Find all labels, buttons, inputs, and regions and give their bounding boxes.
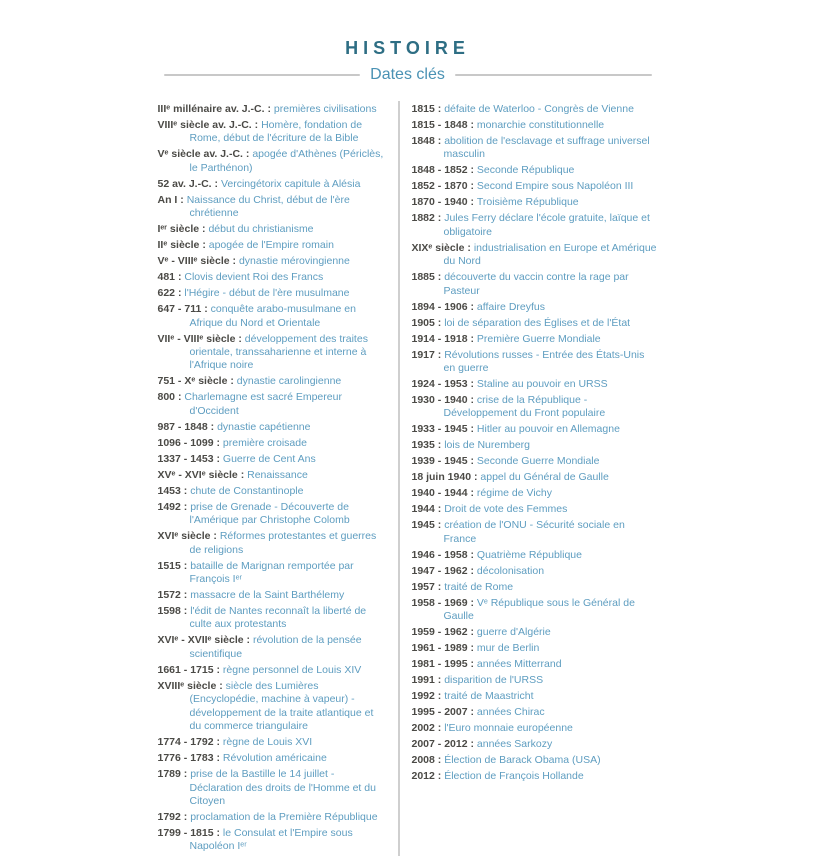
entry-separator: : [467,455,477,468]
entry-date: 1959 - 1962 [411,626,468,639]
timeline-entry [158,469,388,482]
entry-description: l'édit de Nantes reconnaît la liberté de culte aux protestants [189,605,367,631]
entry-description: Staline au pouvoir en URSS [476,378,608,391]
entry-description: première croisade [222,436,307,449]
entry-separator: : [434,722,445,735]
entry-description: Jules Ferry déclare l'école gratuite, laïque et obligatoire [443,212,650,238]
entry-description: Droit de vote des Femmes [444,503,568,516]
entry-date: 1848 [411,135,435,147]
right-rule [455,74,652,76]
timeline-entry [158,178,388,191]
timeline-entry [412,642,658,655]
entry-separator: : [467,658,477,671]
timeline-entry [158,271,388,284]
entry-date: 2012 [411,770,435,783]
entry-separator: : [229,255,239,268]
entry-date: 52 av. J.-C. [157,177,212,190]
entry-description: développement des traites orientale, transsaharienne et interne à l'Afrique noire [189,332,368,372]
entry-description: proclamation de la Première République [190,810,378,823]
entry-separator: : [180,810,191,823]
entry-description: l'Euro monnaie européenne [444,722,573,735]
timeline-entry [412,301,658,314]
entry-date: 1961 - 1989 [411,642,468,655]
entry-date: XVIIIᵉ siècle [157,679,217,692]
entry-description: dynastie mérovingienne [238,255,350,268]
entry-date: 1815 [411,103,435,115]
entry-date: 1992 [411,690,435,703]
entry-description: abolition de l'esclavage et suffrage universel masculin [443,135,650,161]
entry-date: 1852 - 1870 [411,180,468,193]
entry-description: Élection de François Hollande [444,770,584,783]
entry-separator: : [467,564,477,577]
entry-date: 18 juin 1940 [411,471,472,484]
entry-date: 751 - Xᵉ siècle [157,375,228,388]
entry-description: guerre d'Algérie [476,626,551,639]
entry-separator: : [434,348,445,361]
entry-description: bataille de Marignan remportée par François Iᵉʳ [189,559,354,586]
entry-separator: : [180,559,191,572]
entry-description: Première Guerre Mondiale [476,332,601,345]
timeline-entry [412,549,658,562]
entry-description: chute de Constantinople [190,484,304,497]
timeline-entry [158,375,388,388]
entry-separator: : [434,316,445,329]
entry-separator: : [180,589,191,602]
entry-date: 1930 - 1940 [411,394,468,407]
timeline-entry [158,453,388,466]
entry-separator: : [467,164,477,177]
entry-separator: : [180,768,191,781]
entry-separator: : [467,642,477,655]
entry-separator: : [177,193,187,206]
entry-description: lois de Nuremberg [444,439,530,452]
entry-separator: : [201,303,211,316]
timeline-entry [412,597,658,624]
entry-description: traité de Rome [444,580,514,593]
entry-description: disparition de l'URSS [444,674,544,687]
left-rule [164,74,361,76]
entry-description: appel du Général de Gaulle [480,471,609,484]
entry-description: dynastie capétienne [217,420,311,433]
timeline-entry [412,271,658,298]
entry-separator: : [213,436,223,449]
entry-description: décolonisation [476,564,545,577]
entry-description: régime de Vichy [476,487,553,500]
entry-description: début du christianisme [208,223,314,236]
timeline-entry [158,287,388,300]
entry-date: XIXᵉ siècle [411,241,465,254]
timeline-entry [158,680,388,734]
timeline-entry [158,333,388,373]
entry-description: création de l'ONU - Sécurité sociale en France [443,519,625,545]
entry-description: monarchie constitutionnelle [476,119,605,131]
entry-separator: : [235,332,245,345]
entry-description: crise de la République - Développement du Front populaire [443,394,606,420]
entry-date: 1939 - 1945 [411,455,468,468]
entry-separator: : [213,826,223,839]
entry-separator: : [467,196,477,209]
subtitle-row [164,66,652,84]
entry-description: Charlemagne est sacré Empereur d'Occident [184,391,342,417]
entry-description: traité de Maastricht [444,690,534,703]
entry-separator: : [216,679,226,692]
timeline-entry [158,530,388,557]
timeline-entry [158,119,388,146]
timeline-entry [158,194,388,221]
entry-date: 1492 [157,500,181,513]
entry-date: 1572 [157,589,181,602]
timeline-entry [412,674,658,687]
entry-separator: : [434,770,445,783]
entry-separator: : [213,452,223,465]
entry-date: VIIᵉ - VIIIᵉ siècle [157,332,236,345]
entry-date: 481 [157,271,176,284]
timeline-entry [158,421,388,434]
document-page [0,38,815,853]
entry-description: Naissance du Christ, début de l'ère chrétienne [186,193,350,220]
timeline-entry [412,503,658,516]
entry-description: affaire Dreyfus [476,300,545,313]
entry-separator: : [264,103,274,115]
entry-date: Iᵉʳ siècle [157,223,200,236]
entry-description: Révolutions russes - Entrée des États-Unis en guerre [443,348,645,375]
entry-description: révolution de la pensée scientifique [189,634,362,660]
entry-separator: : [434,212,445,225]
timeline-entry [412,119,658,132]
entry-separator: : [237,468,248,481]
entry-separator: : [467,548,477,561]
timeline-entry [412,180,658,193]
entry-separator: : [464,241,474,254]
entry-separator: : [434,439,445,452]
entry-date: 1940 - 1944 [411,487,468,500]
timeline-entry [412,487,658,500]
entry-separator: : [199,239,209,252]
entry-separator: : [434,503,445,516]
entry-separator: : [434,754,445,767]
timeline-entry [158,103,388,116]
timeline-entry [412,164,658,177]
timeline-entry [158,303,388,330]
timeline-entry [412,770,658,783]
entry-description: Vᵉ République sous le Général de Gaulle [443,596,635,623]
timeline-entry [412,754,658,767]
entry-description: siècle des Lumières (Encyclopédie, machine à vapeur) - développement de la traite atlantique et du commerce triangulaire [189,679,374,733]
entry-separator: : [175,391,185,404]
timeline-entry [158,485,388,498]
entry-description: l'Hégire - début de l'ère musulmane [184,287,350,300]
entry-separator: : [467,423,477,436]
entry-separator: : [467,300,477,313]
timeline-entry [412,212,658,239]
entry-description: prise de Grenade - Découverte de l'Amérique par Christophe Colomb [189,500,350,527]
entry-description: apogée d'Athènes (Périclès, le Parthénon) [189,148,384,174]
timeline-entry [412,333,658,346]
entry-date: 1096 - 1099 [157,436,214,449]
entry-description: Hitler au pouvoir en Allemagne [476,423,620,436]
timeline-entry [412,317,658,330]
entry-separator: : [434,271,445,284]
entry-separator: : [434,690,445,703]
entry-separator: : [227,375,237,388]
entry-date: 1515 [157,559,181,572]
entry-date: 1337 - 1453 [157,452,214,465]
timeline-entry [412,394,658,421]
entry-description: Homère, fondation de Rome, début de l'écriture de la Bible [189,119,363,145]
entry-separator: : [467,706,477,719]
entry-date: 1958 - 1969 [411,596,468,609]
entry-date: XVᵉ - XVIᵉ siècle [157,468,238,481]
entry-date: 647 - 711 [157,303,202,316]
entry-separator: : [434,519,445,532]
entry-separator: : [434,674,445,687]
entry-date: An I [157,193,178,206]
entry-description: loi de séparation des Églises et de l'État [444,316,631,329]
entry-date: 2002 [411,722,435,735]
column-left [158,101,398,856]
entry-date: 1885 [411,271,435,284]
entry-separator: : [434,580,445,593]
entry-description: Troisième République [476,196,579,209]
entry-separator: : [467,626,477,639]
entry-description: industrialisation en Europe et Amérique du Nord [443,241,657,268]
entry-date: 2007 - 2012 [411,738,468,751]
entry-date: 1991 [411,674,435,687]
timeline-entry [158,634,388,661]
entry-date: XVIᵉ - XVIIᵉ siècle [157,634,244,647]
entry-separator: : [213,752,223,765]
entry-separator: : [467,180,477,193]
timeline-entry [412,196,658,209]
entry-description: années Mitterrand [476,658,562,671]
entry-date: 1789 [157,768,181,781]
entry-date: VIIIᵉ siècle av. J.-C. [157,119,252,131]
entry-separator: : [467,332,477,345]
timeline-entry [412,658,658,671]
timeline-entry [412,581,658,594]
entry-date: 1945 [411,519,435,532]
timeline-entry [412,565,658,578]
entry-separator: : [180,605,191,618]
entry-separator: : [434,135,445,147]
entry-date: 987 - 1848 [157,420,208,433]
entry-description: Vercingétorix capitule à Alésia [220,177,361,190]
entry-date: 1894 - 1906 [411,300,468,313]
entry-date: XVIᵉ siècle [157,530,211,543]
entry-description: Guerre de Cent Ans [222,452,316,465]
entry-description: Seconde République [476,164,575,177]
entry-date: 800 [157,391,176,404]
entry-date: 1946 - 1958 [411,548,468,561]
entry-description: règne de Louis XVI [222,736,313,749]
timeline-entry [158,827,388,854]
entry-separator: : [242,148,253,161]
entry-date: 1917 [411,348,435,361]
entry-description: le Consulat et l'Empire sous Napoléon Iᵉʳ [189,826,353,853]
entry-separator: : [210,530,220,543]
entry-description: Réformes protestantes et guerres de religions [189,530,377,556]
timeline-entry [412,626,658,639]
entry-date: 1882 [411,212,435,225]
entry-description: apogée de l'Empire romain [208,239,334,252]
timeline-entry [412,378,658,391]
entry-separator: : [207,420,218,433]
entry-separator: : [251,119,262,131]
entry-description: années Sarkozy [476,738,553,751]
entry-separator: : [211,177,221,190]
timeline-content [158,101,658,856]
timeline-entry [412,722,658,735]
page-title: HISTOIRE [345,38,470,58]
entry-description: premières civilisations [273,103,377,115]
timeline-entry [412,423,658,436]
timeline-entry [158,437,388,450]
entry-separator: : [467,487,477,500]
timeline-entry [158,223,388,236]
page-subtitle: Dates clés [370,66,445,83]
entry-description: découverte du vaccin contre la rage par Pasteur [443,271,629,297]
entry-description: Renaissance [247,468,308,481]
timeline-entry [158,589,388,602]
entry-description: Quatrième République [476,548,582,561]
entry-description: règne personnel de Louis XIV [222,663,362,676]
entry-separator: : [175,287,185,300]
timeline-entry [412,242,658,269]
entry-separator: : [180,484,191,497]
entry-date: 1935 [411,439,435,452]
entry-date: 622 [157,287,176,300]
timeline-entry [412,519,658,546]
entry-separator: : [175,271,185,284]
entry-separator: : [467,394,477,407]
entry-description: Clovis devient Roi des Francs [184,271,324,284]
entry-separator: : [243,634,253,647]
timeline-entry [158,560,388,587]
entry-date: 1776 - 1783 [157,752,214,765]
timeline-entry [158,811,388,824]
entry-date: 1792 [157,810,181,823]
column-right [400,101,658,856]
entry-date: 1924 - 1953 [411,378,468,391]
entry-date: 1933 - 1945 [411,423,468,436]
entry-separator: : [180,500,191,513]
entry-description: Révolution américaine [222,752,327,765]
entry-date: 1598 [157,605,181,618]
entry-description: Élection de Barack Obama (USA) [444,754,601,767]
entry-date: 1905 [411,316,435,329]
entry-date: IIIᵉ millénaire av. J.-C. [157,103,265,115]
entry-date: 1957 [411,580,435,593]
timeline-entry [158,605,388,632]
entry-description: défaite de Waterloo - Congrès de Vienne [444,103,634,115]
timeline-entry [158,255,388,268]
entry-date: IIᵉ siècle [157,239,200,252]
entry-date: Vᵉ - VIIIᵉ siècle [157,255,230,268]
entry-description: prise de la Bastille le 14 juillet - Déclaration des droits de l'Homme et du Citoyen [189,768,376,807]
entry-separator: : [467,119,477,131]
entry-date: 1944 [411,503,435,516]
entry-separator: : [467,738,477,751]
entry-date: 1661 - 1715 [157,663,214,676]
entry-date: 1848 - 1852 [411,164,468,177]
timeline-entry [412,349,658,376]
entry-date: Vᵉ siècle av. J.-C. [157,148,243,161]
entry-description: conquête arabo-musulmane en Afrique du Nord et Orientale [189,303,356,329]
timeline-entry [412,455,658,468]
entry-separator: : [467,378,477,391]
timeline-entry [158,664,388,677]
entry-date: 1870 - 1940 [411,196,468,209]
entry-date: 1981 - 1995 [411,658,468,671]
timeline-entry [412,439,658,452]
timeline-entry [412,471,658,484]
entry-date: 1799 - 1815 [157,826,214,839]
timeline-entry [158,752,388,765]
timeline-entry [158,736,388,749]
entry-description: massacre de la Saint Barthélemy [190,589,345,602]
entry-date: 1995 - 2007 [411,706,468,719]
entry-date: 1914 - 1918 [411,332,468,345]
timeline-entry [412,103,658,116]
entry-separator: : [467,596,477,609]
entry-separator: : [471,471,481,484]
entry-date: 1947 - 1962 [411,564,468,577]
timeline-entry [412,738,658,751]
entry-date: 2008 [411,754,435,767]
timeline-entry [412,706,658,719]
timeline-entry [158,239,388,252]
timeline-entry [158,501,388,528]
timeline-entry [158,768,388,808]
entry-description: Seconde Guerre Mondiale [476,455,600,468]
entry-description: Second Empire sous Napoléon III [476,180,634,193]
entry-description: dynastie carolingienne [236,375,342,388]
entry-separator: : [213,736,223,749]
entry-description: mur de Berlin [476,642,540,655]
timeline-entry [158,148,388,175]
entry-date: 1453 [157,484,181,497]
entry-description: années Chirac [476,706,545,719]
timeline-entry [412,690,658,703]
entry-separator: : [434,103,445,115]
entry-date: 1815 - 1848 [411,119,468,131]
timeline-entry [158,391,388,418]
entry-date: 1774 - 1792 [157,736,214,749]
entry-separator: : [213,663,223,676]
entry-separator: : [199,223,209,236]
timeline-entry [412,135,658,162]
